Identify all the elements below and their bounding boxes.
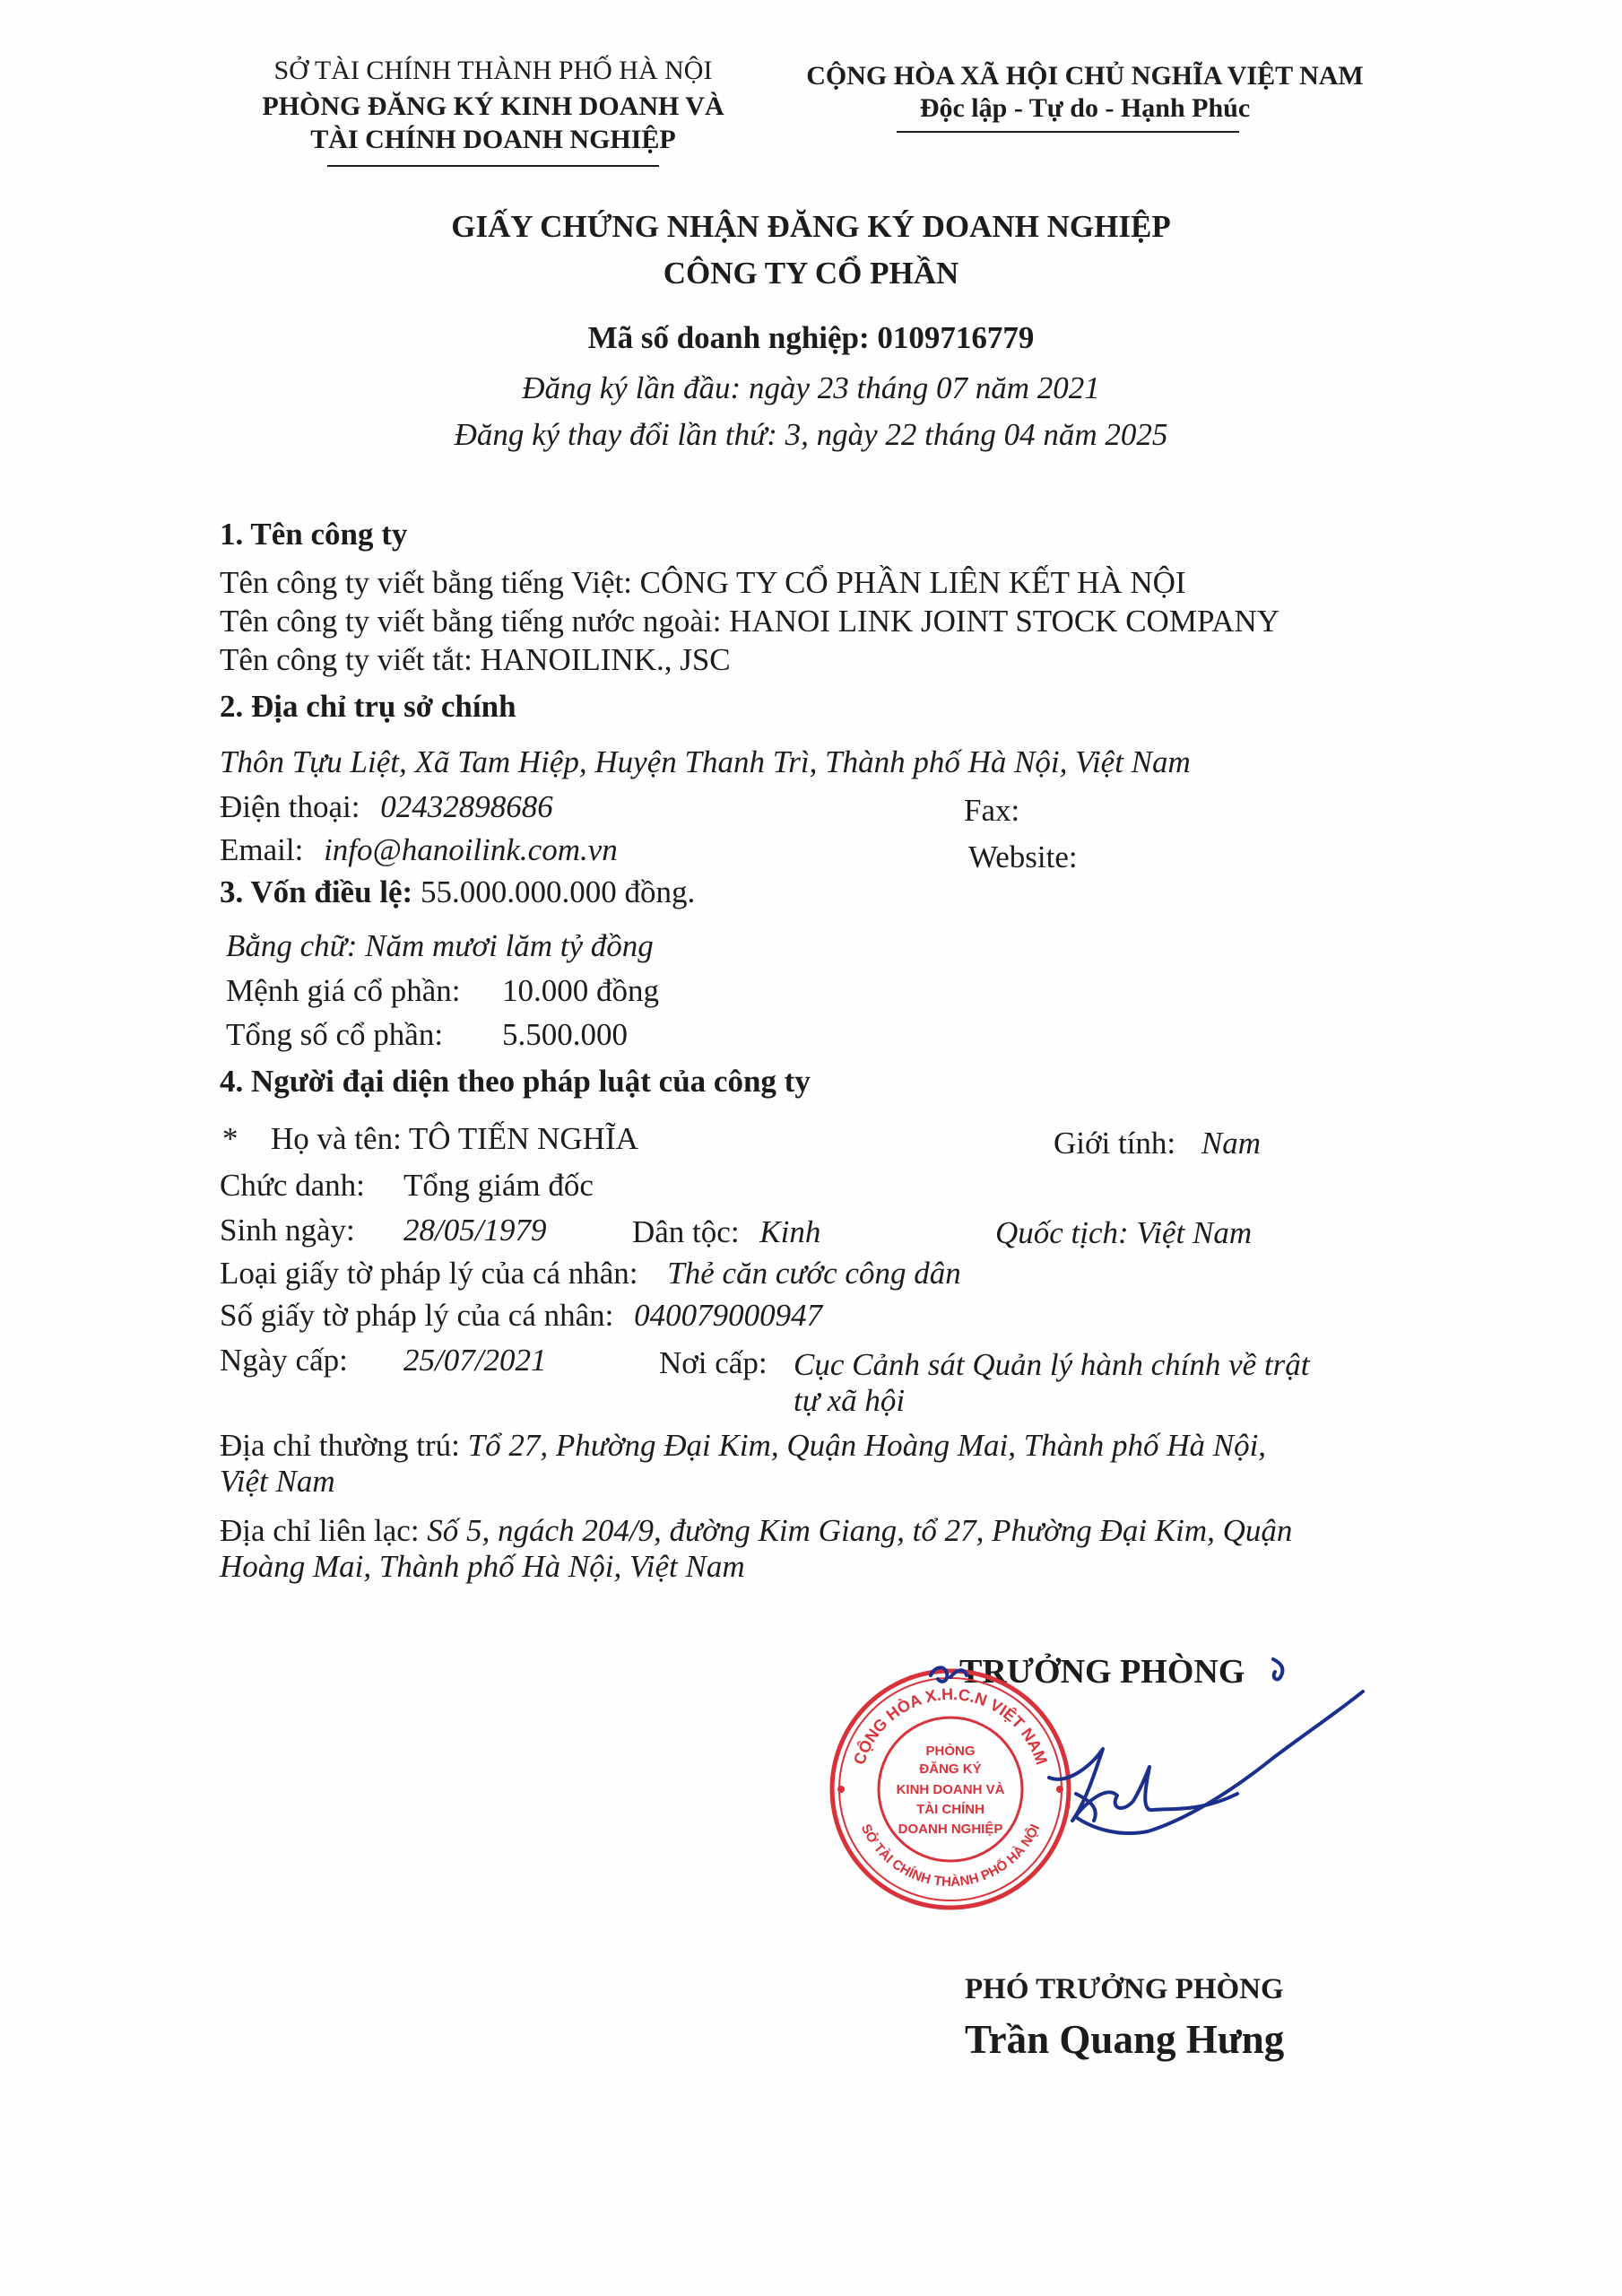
- stamp-center-1: PHÒNG: [925, 1744, 976, 1759]
- id-type-label: Loại giấy tờ pháp lý của cá nhân:: [220, 1256, 638, 1291]
- id-type-row: [220, 1256, 961, 1292]
- issue-date-label: Ngày cấp:: [220, 1343, 348, 1378]
- vietnamese-name-row: [220, 565, 1186, 601]
- email-row: [220, 832, 618, 868]
- certificate-title: GIẤY CHỨNG NHẬN ĐĂNG KÝ DOANH NGHIỆP: [451, 209, 1171, 244]
- email-label: Email:: [220, 832, 304, 867]
- contact-address-value-1: Số 5, ngách 204/9, đường Kim Giang, tổ 27, Phường Đại Kim, Quận: [427, 1513, 1293, 1548]
- dob-value: 28/05/1979: [403, 1213, 547, 1248]
- id-number-row: [220, 1298, 822, 1334]
- stamp-center-3: KINH DOANH VÀ: [896, 1782, 1005, 1797]
- national-motto: CỘNG HÒA XÃ HỘI CHỦ NGHĨA VIỆT NAM: [806, 61, 1364, 91]
- contact-address-row: [220, 1513, 1292, 1549]
- foreign-name-value: HANOI LINK JOINT STOCK COMPANY: [729, 604, 1280, 639]
- name-value: TÔ TIẾN NGHĨA: [408, 1121, 638, 1156]
- dob-label: Sinh ngày:: [220, 1213, 355, 1248]
- national-slogan: Độc lập - Tự do - Hạnh Phúc: [919, 93, 1251, 123]
- issue-place-value-1: Cục Cảnh sát Quản lý hành chính về trật: [794, 1347, 1310, 1382]
- foreign-name-row: [220, 604, 1279, 639]
- name-label: Họ và tên:: [271, 1121, 402, 1156]
- section-4-heading: 4. Người đại diện theo pháp luật của công ty: [220, 1064, 811, 1099]
- slogan-underline: [897, 131, 1239, 133]
- issuer-line-2: PHÒNG ĐĂNG KÝ KINH DOANH VÀ: [262, 91, 724, 121]
- signer-name: Trần Quang Hưng: [965, 2017, 1285, 2062]
- par-value: 10.000 đồng: [502, 973, 659, 1008]
- signature-title: TRƯỞNG PHÒNG: [959, 1653, 1245, 1691]
- section-2-heading: 2. Địa chỉ trụ sở chính: [220, 689, 516, 724]
- issue-place-value-2: tự xã hội: [794, 1383, 906, 1418]
- issuer-line-3: TÀI CHÍNH DOANH NGHIỆP: [310, 125, 676, 154]
- first-registration: Đăng ký lần đầu: ngày 23 tháng 07 năm 2021: [522, 370, 1100, 405]
- section-3-heading: 3. Vốn điều lệ:: [220, 874, 413, 909]
- handwritten-signature: [915, 1641, 1381, 1866]
- capital-in-words: Bằng chữ: Năm mươi lăm tỷ đồng: [226, 928, 654, 963]
- gender-row: [1054, 1126, 1261, 1161]
- phone-row: [220, 789, 553, 825]
- change-registration: Đăng ký thay đổi lần thứ: 3, ngày 22 tháng 04 năm 2025: [454, 417, 1168, 452]
- section-1-heading: 1. Tên công ty: [220, 517, 408, 552]
- capital-row: [220, 874, 695, 910]
- email-value: info@hanoilink.com.vn: [324, 832, 618, 867]
- phone-label: Điện thoại:: [220, 789, 360, 824]
- total-shares-label: Tổng số cổ phần:: [226, 1017, 444, 1052]
- short-name-row: [220, 642, 731, 678]
- short-name-label: Tên công ty viết tắt:: [220, 642, 473, 677]
- stamp-ring-text: CỘNG HÒA X.H.C.N VIỆT NAM: [850, 1684, 1051, 1768]
- contact-address-label: Địa chỉ liên lạc:: [220, 1513, 420, 1548]
- contact-address-value-2: Hoàng Mai, Thành phố Hà Nội, Việt Nam: [220, 1549, 745, 1584]
- vietnamese-name-label: Tên công ty viết bằng tiếng Việt:: [220, 565, 632, 600]
- nationality-label: Quốc tịch:: [995, 1215, 1129, 1250]
- gender-value: Nam: [1201, 1126, 1262, 1161]
- foreign-name-label: Tên công ty viết bằng tiếng nước ngoài:: [220, 604, 722, 639]
- nationality-value: Việt Nam: [1136, 1215, 1253, 1250]
- issuer-underline: [327, 165, 659, 167]
- nationality-row: [995, 1215, 1252, 1251]
- id-number-value: 040079000947: [634, 1298, 823, 1333]
- id-number-label: Số giấy tờ pháp lý của cá nhân:: [220, 1298, 614, 1333]
- stamp-center-5: DOANH NGHIỆP: [898, 1822, 1003, 1837]
- issue-date-value: 25/07/2021: [403, 1343, 547, 1378]
- permanent-address-label: Địa chỉ thường trú:: [220, 1428, 460, 1463]
- capital-value: 55.000.000.000 đồng.: [420, 874, 696, 909]
- position-label: Chức danh:: [220, 1168, 365, 1203]
- permanent-address-row: [220, 1428, 1266, 1464]
- stamp-center-4: TÀI CHÍNH: [916, 1802, 984, 1817]
- short-name-value: HANOILINK., JSC: [480, 642, 731, 677]
- signer-title: PHÓ TRƯỞNG PHÒNG: [965, 1973, 1284, 2005]
- stamp-center-2: ĐĂNG KÝ: [919, 1761, 982, 1777]
- ethnic-value: Kinh: [759, 1214, 821, 1249]
- gender-label: Giới tính:: [1054, 1126, 1176, 1161]
- fax-label: Fax:: [964, 793, 1020, 828]
- permanent-address-value-2: Việt Nam: [220, 1464, 335, 1499]
- vietnamese-name-value: CÔNG TY CỔ PHẦN LIÊN KẾT HÀ NỘI: [639, 565, 1186, 600]
- issue-place-label: Nơi cấp:: [659, 1345, 768, 1380]
- position-value: Tổng giám đốc: [403, 1168, 594, 1203]
- company-type: CÔNG TY CỔ PHẦN: [663, 256, 959, 291]
- id-type-value: Thẻ căn cước công dân: [667, 1256, 961, 1291]
- stamp-bottom-text: SỞ TÀI CHÍNH THÀNH PHỐ HÀ NỘI: [857, 1822, 1044, 1891]
- tax-code: Mã số doanh nghiệp: 0109716779: [587, 320, 1035, 355]
- ethnic-label: Dân tộc:: [632, 1214, 740, 1249]
- issuer-line-1: SỞ TÀI CHÍNH THÀNH PHỐ HÀ NỘI: [273, 56, 713, 85]
- head-office-address: Thôn Tựu Liệt, Xã Tam Hiệp, Huyện Thanh Trì, Thành phố Hà Nội, Việt Nam: [220, 744, 1191, 779]
- name-row: [271, 1121, 638, 1157]
- ethnic-row: [632, 1214, 820, 1250]
- permanent-address-value-1: Tổ 27, Phường Đại Kim, Quận Hoàng Mai, Thành phố Hà Nội,: [467, 1428, 1267, 1463]
- bullet-marker: *: [222, 1121, 239, 1156]
- phone-value: 02432898686: [380, 789, 553, 824]
- total-shares-value: 5.500.000: [502, 1017, 628, 1052]
- par-value-label: Mệnh giá cổ phần:: [226, 973, 461, 1008]
- website-label: Website:: [968, 839, 1078, 874]
